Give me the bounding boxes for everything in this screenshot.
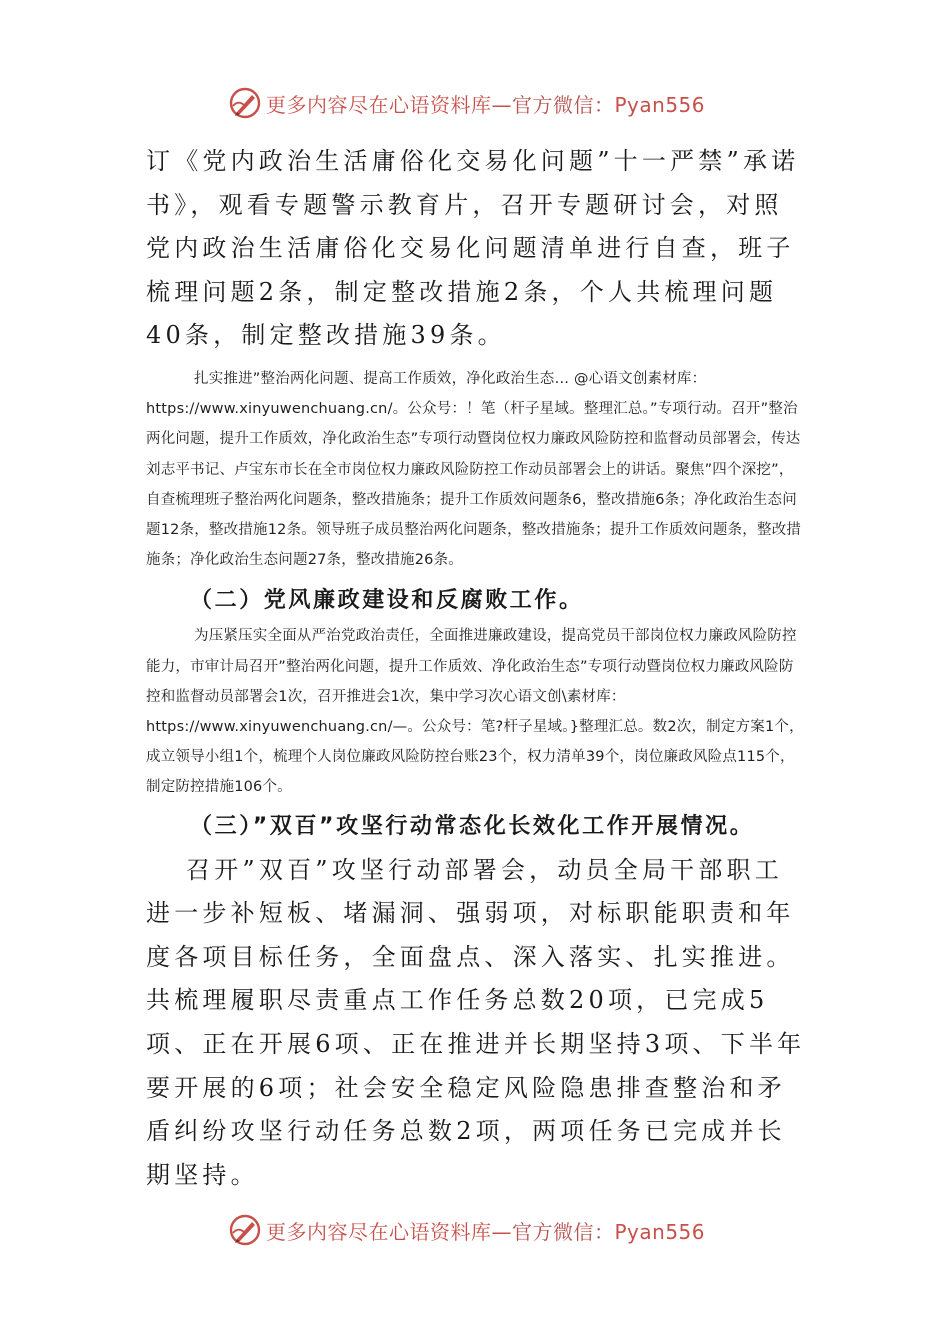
footer-watermark-banner: [228, 1213, 748, 1247]
banner-wechat-label: 官方微信：: [512, 1219, 615, 1244]
banner-wechat-id: Pyan556: [614, 92, 706, 117]
document-body: [146, 140, 808, 1197]
paragraph-double-hundred: 召开”双百”攻坚行动部署会，动员全局干部职工进一步补短板、堵漏洞、强弱项，对标职能职责和年度各项目标任务，全面盘点、深入落实、扎实推进。共梳理履职尽责重点工作任务总数20项，已完成5项、正在开展6项、正在推进并长期坚持3项、下半年要开展的6项；社会安全稳定风险隐患排查整治和矛盾纠纷攻坚行动任务总数2项，两项任务已完成并长期坚持。: [146, 855, 806, 1189]
banner-main-text: 更多内容尽在心语资料库—: [266, 92, 512, 117]
paragraph-anti-corruption: 为压紧压实全面从严治党政治责任，全面推进廉政建设，提高党员干部岗位权力廉政风险防控能力，市审计局召开”整治两化问题，提升工作质效、净化政治生态”专项行动暨岗位权力廉政风险防控和监督动员部署会1次，召开推进会1次，集中学习次心语文创\素材库：https://www.xinyuwenchuang.cn/—。公众号：笔?杆子星域。}整理汇总。数2次，制定方案1个，成立领导小组1个，梳理个人岗位廉政风险防控台账23个，权力清单39个，岗位廉政风险点115个，制定防控措施106个。: [146, 628, 804, 796]
section-heading-2: （二）党风廉政建设和反腐败工作。: [190, 588, 584, 614]
banner-wechat-label: 官方微信：: [512, 92, 615, 117]
section-heading-3: （三）”双百”攻坚行动常态化长效化工作开展情况。: [190, 813, 755, 839]
paragraph-special-action: 扎实推进”整治两化问题、提高工作质效，净化政治生态… @心语文创素材库：https://www.xinyuwenchuang.cn/。公众号：！笔（杆子星域。整理汇总。”专项行动。召开”整治两化问题，提升工作质效，净化政治生态”专项行动暨岗位权力廉政风险防控和监督动员部署会，传达刘志平书记、卢宝东市长在全市岗位权力廉政风险防控工作动员部署会上的讲话。聚焦”四个深挖”，自查梳理班子整治两化问题条，整改措施条；提升工作质效问题条6，整改措施6条；净化政治生态问题12条，整改措施12条。领导班子成员整治两化问题条，整改措施条；提升工作质效问题条，整改措施条；净化政治生态问题27条，整改措施26条。: [146, 370, 802, 569]
header-watermark-banner: [228, 86, 748, 120]
banner-text: [266, 1216, 705, 1245]
banner-text: [266, 89, 705, 118]
paragraph-commitment: 订《党内政治生活庸俗化交易化问题”十一严禁”承诺书》，观看专题警示教育片，召开专题研讨会，对照党内政治生活庸俗化交易化问题清单进行自查，班子梳理问题2条，制定整改措施2条，个人共梳理问题40条，制定整改措施39条。: [146, 147, 800, 350]
banner-main-text: 更多内容尽在心语资料库—: [266, 1219, 512, 1244]
pen-logo-icon: [228, 1213, 262, 1247]
banner-wechat-id: Pyan556: [614, 1219, 706, 1244]
pen-logo-icon: [228, 86, 262, 120]
